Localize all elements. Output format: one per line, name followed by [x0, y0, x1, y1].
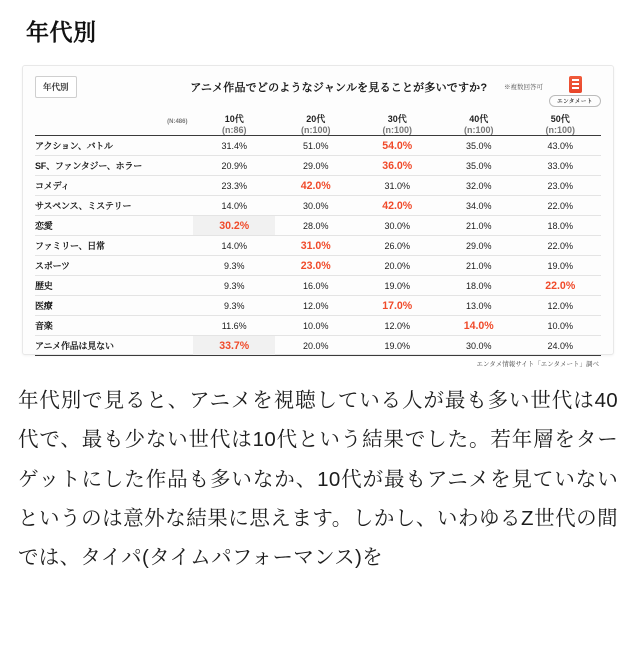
cell-50s: 10.0%	[519, 316, 601, 336]
cell-30s: 26.0%	[356, 236, 438, 256]
cell-40s: 21.0%	[438, 216, 520, 236]
row-label: 医療	[35, 296, 193, 316]
cell-50s: 23.0%	[519, 176, 601, 196]
table-row	[35, 196, 601, 216]
table-row	[35, 296, 601, 316]
survey-chart-card	[22, 65, 614, 368]
table-row	[35, 276, 601, 296]
cell-10s: 31.4%	[193, 136, 275, 156]
cell-10s: 14.0%	[193, 196, 275, 216]
cell-30s: 12.0%	[356, 316, 438, 336]
cell-20s: 16.0%	[275, 276, 357, 296]
cell-20s: 30.0%	[275, 196, 357, 216]
cell-20s: 20.0%	[275, 336, 357, 356]
cell-40s: 34.0%	[438, 196, 520, 216]
cell-40s: 21.0%	[438, 256, 520, 276]
table-header-n-row	[35, 125, 601, 135]
column-header-20s: 20代	[306, 114, 326, 124]
cell-10s: 14.0%	[193, 236, 275, 256]
chart-header	[35, 76, 601, 110]
cell-50s: 19.0%	[519, 256, 601, 276]
cell-20s: 51.0%	[275, 136, 357, 156]
row-label: コメディ	[35, 176, 193, 196]
brand-block	[549, 76, 601, 107]
table-head	[35, 112, 601, 136]
row-label: アクション、バトル	[35, 136, 193, 156]
row-label: 歴史	[35, 276, 193, 296]
cell-50s: 22.0%	[519, 276, 601, 296]
article-page	[0, 14, 636, 654]
cell-40s: 29.0%	[438, 236, 520, 256]
column-n-40s: (n:100)	[463, 125, 494, 135]
cell-30s: 20.0%	[356, 256, 438, 276]
chart-source: エンタメ情報サイト「エンタメート」調べ	[476, 361, 599, 368]
cell-40s: 13.0%	[438, 296, 520, 316]
cell-50s: 22.0%	[519, 196, 601, 216]
cell-40s: 14.0%	[438, 316, 520, 336]
cell-10s: 33.7%	[193, 336, 275, 356]
cell-50s: 33.0%	[519, 156, 601, 176]
cell-40s: 30.0%	[438, 336, 520, 356]
cell-20s: 42.0%	[275, 176, 357, 196]
cell-10s: 9.3%	[193, 256, 275, 276]
row-label: 恋愛	[35, 216, 193, 236]
row-label: アニメ作品は見ない	[35, 336, 193, 356]
chart-note: ※複数回答可	[504, 84, 543, 91]
cell-10s: 20.9%	[193, 156, 275, 176]
table-body	[35, 136, 601, 356]
table-row	[35, 256, 601, 276]
table-row	[35, 176, 601, 196]
cell-50s: 43.0%	[519, 136, 601, 156]
table-header-age-row	[35, 112, 601, 125]
cell-30s: 19.0%	[356, 276, 438, 296]
cell-10s: 9.3%	[193, 296, 275, 316]
column-header-30s: 30代	[387, 114, 407, 124]
table-row	[35, 216, 601, 236]
spacer-cell	[35, 125, 193, 135]
cell-50s: 12.0%	[519, 296, 601, 316]
row-label: スポーツ	[35, 256, 193, 276]
cell-30s: 19.0%	[356, 336, 438, 356]
row-label: SF、ファンタジー、ホラー	[35, 156, 193, 176]
cell-10s: 23.3%	[193, 176, 275, 196]
row-label: 音楽	[35, 316, 193, 336]
cell-30s: 30.0%	[356, 216, 438, 236]
table-row	[35, 156, 601, 176]
survey-table	[35, 112, 601, 356]
cell-10s: 30.2%	[193, 216, 275, 236]
cell-40s: 35.0%	[438, 156, 520, 176]
column-n-50s: (n:100)	[545, 125, 575, 135]
category-tag: 年代別	[35, 76, 77, 98]
table-row	[35, 316, 601, 336]
cell-20s: 10.0%	[275, 316, 357, 336]
cell-30s: 17.0%	[356, 296, 438, 316]
cell-10s: 11.6%	[193, 316, 275, 336]
cell-30s: 31.0%	[356, 176, 438, 196]
cell-50s: 18.0%	[519, 216, 601, 236]
column-n-10s: (n:86)	[221, 125, 247, 135]
column-header-40s: 40代	[469, 114, 489, 124]
cell-40s: 32.0%	[438, 176, 520, 196]
cell-50s: 22.0%	[519, 236, 601, 256]
total-n-cell: (N:486)	[167, 119, 188, 125]
cell-30s: 36.0%	[356, 156, 438, 176]
table-row	[35, 136, 601, 156]
cell-50s: 24.0%	[519, 336, 601, 356]
column-n-30s: (n:100)	[382, 125, 412, 135]
page-title: 年代別	[26, 19, 97, 45]
row-label: ファミリー、日常	[35, 236, 193, 256]
row-label: サスペンス、ミステリー	[35, 196, 193, 216]
cell-40s: 18.0%	[438, 276, 520, 296]
column-n-20s: (n:100)	[300, 125, 331, 135]
cell-40s: 35.0%	[438, 136, 520, 156]
chart-question-title: アニメ作品でどのようなジャンルを見ることが多いですか?	[190, 82, 488, 94]
article-body-text: 年代別で見ると、アニメを視聴している人が最も多い世代は40代で、最も少ない世代は10代という結果でした。若年層をターゲットにした作品も多いなか、10代が最もアニメを見ていないというのは意外な結果に思えます。しかし、いわゆるZ世代の間では、タイパ(タイムパフォーマンス)を	[18, 389, 618, 570]
entame-logo-icon	[569, 76, 582, 93]
cell-20s: 29.0%	[275, 156, 357, 176]
cell-10s: 9.3%	[193, 276, 275, 296]
cell-30s: 54.0%	[356, 136, 438, 156]
cell-20s: 31.0%	[275, 236, 357, 256]
table-row	[35, 336, 601, 356]
column-header-10s: 10代	[224, 114, 244, 124]
cell-20s: 23.0%	[275, 256, 357, 276]
cell-30s: 42.0%	[356, 196, 438, 216]
table-row	[35, 236, 601, 256]
brand-name: エンタメート	[549, 95, 601, 107]
cell-20s: 12.0%	[275, 296, 357, 316]
column-header-50s: 50代	[550, 114, 570, 124]
cell-20s: 28.0%	[275, 216, 357, 236]
